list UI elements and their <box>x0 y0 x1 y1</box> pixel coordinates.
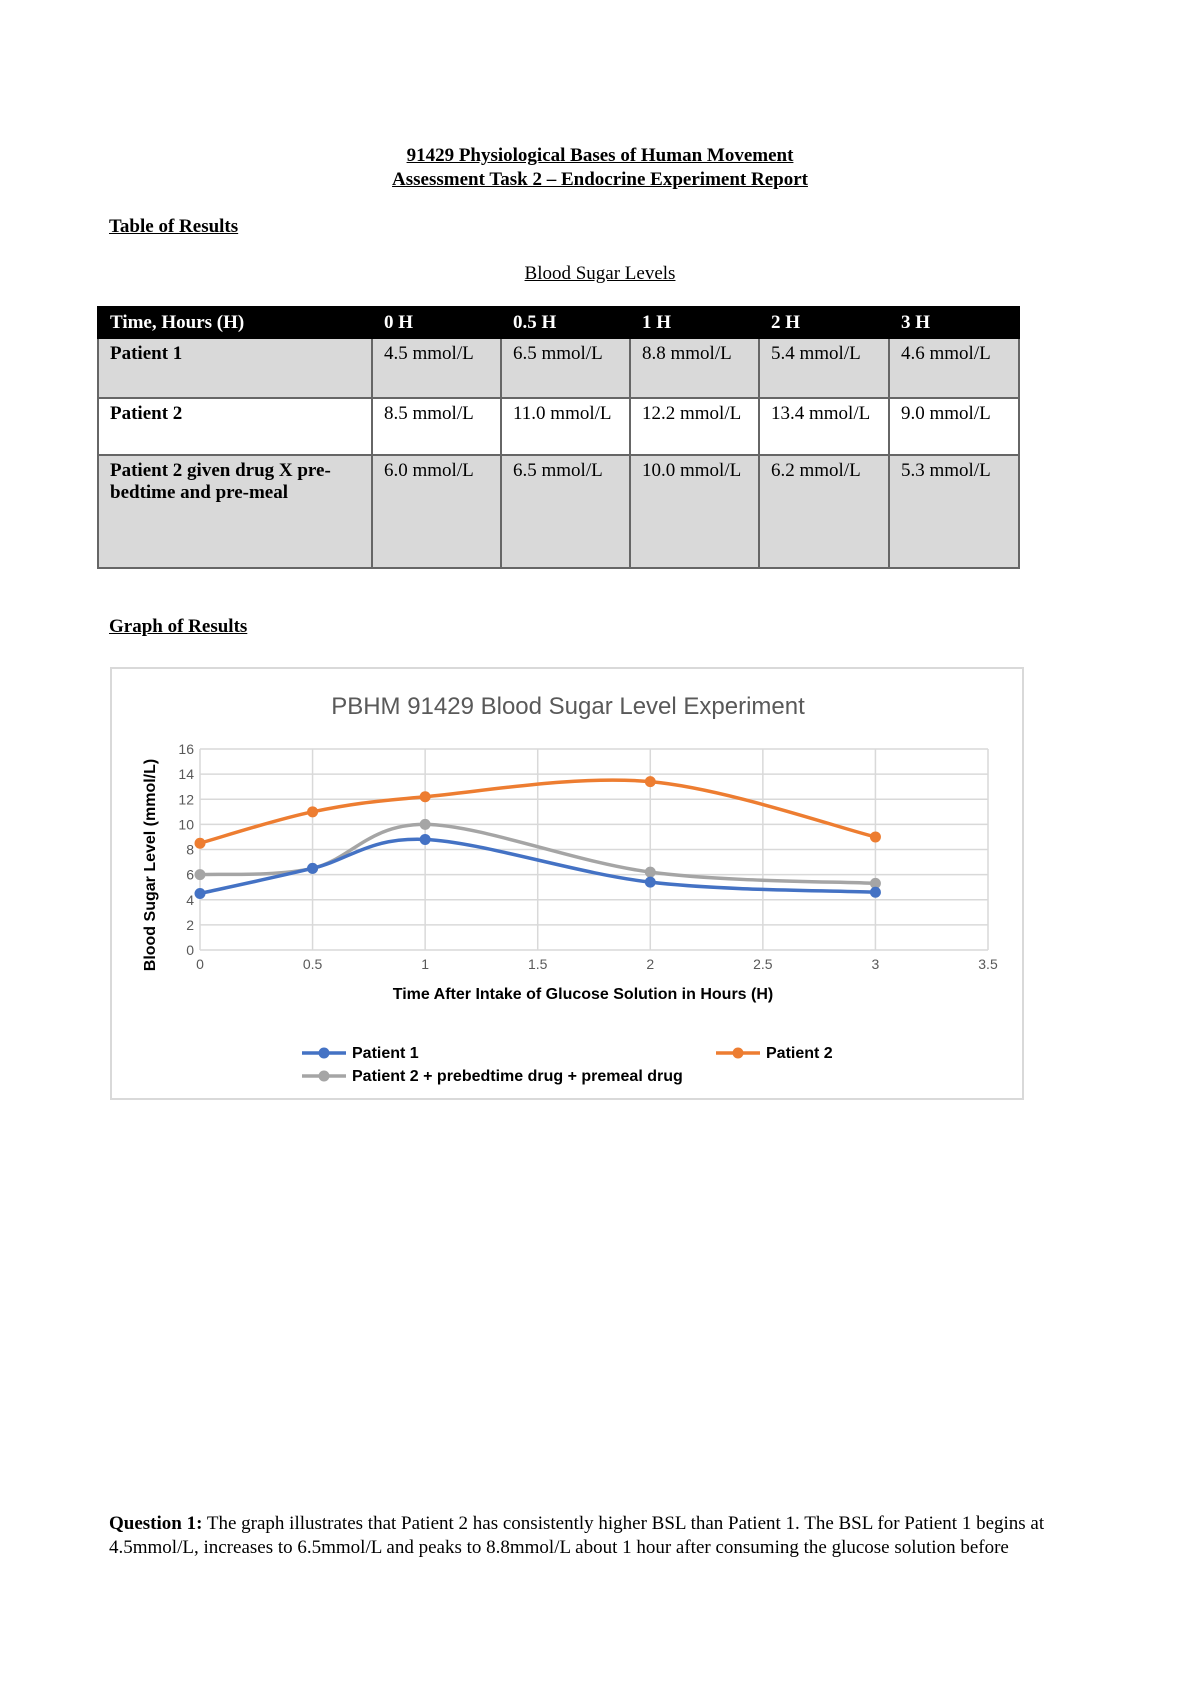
question-text: The graph illustrates that Patient 2 has consistently higher BSL than Patient 1. The BSL for Patient 1 begins at 4.5mmol/L, increases to 6.5mmol/L and peaks to 8.8mmol/L about 1 hour after consuming the glucose solution before <box>109 1513 1045 1558</box>
legend-entry <box>302 1045 419 1062</box>
header-cell: Time, Hours (H) <box>98 307 372 338</box>
y-tick-label: 16 <box>178 741 194 757</box>
y-tick-label: 10 <box>178 816 194 833</box>
data-point <box>420 834 431 845</box>
legend-swatch-marker <box>319 1071 330 1082</box>
table-cell: 11.0 mmol/L <box>501 398 630 455</box>
chart-legend <box>302 1045 833 1085</box>
legend-swatch-marker <box>733 1048 744 1059</box>
results-table <box>97 306 1020 569</box>
y-tick-label: 2 <box>186 916 194 933</box>
table-row <box>98 398 1019 455</box>
question-label: Question 1: <box>109 1513 203 1534</box>
line-chart <box>112 669 1022 1098</box>
data-point <box>195 869 206 880</box>
document-title <box>0 144 1200 192</box>
y-tick-label: 12 <box>178 791 194 808</box>
chart-title: PBHM 91429 Blood Sugar Level Experiment <box>331 693 805 720</box>
legend-entry <box>716 1045 833 1062</box>
x-tick-label: 1 <box>421 956 430 972</box>
data-point <box>195 888 206 899</box>
question-1 <box>109 1512 1094 1560</box>
data-point <box>307 863 318 874</box>
title-line-1: 91429 Physiological Bases of Human Movement <box>406 145 794 166</box>
y-tick-label: 0 <box>186 942 194 958</box>
x-tick-label: 0 <box>196 956 204 972</box>
table-cell: 6.5 mmol/L <box>501 338 630 398</box>
table-cell: 4.5 mmol/L <box>372 338 501 398</box>
table-cell: 9.0 mmol/L <box>889 398 1019 455</box>
data-point <box>645 877 656 888</box>
data-point <box>420 819 431 830</box>
row-label: Patient 2 given drug X pre-bedtime and pre-meal <box>98 455 372 568</box>
title-line-2: Assessment Task 2 – Endocrine Experiment Report <box>392 169 808 190</box>
legend-label: Patient 2 + prebedtime drug + premeal drug <box>352 1068 683 1085</box>
legend-label: Patient 2 <box>766 1045 833 1062</box>
table-caption: Blood Sugar Levels <box>524 263 676 284</box>
table-cell: 4.6 mmol/L <box>889 338 1019 398</box>
x-tick-label: 3 <box>871 956 880 972</box>
data-point <box>870 831 881 842</box>
table-cell: 6.0 mmol/L <box>372 455 501 568</box>
header-cell: 2 H <box>759 307 889 338</box>
data-point <box>870 887 881 898</box>
row-label: Patient 1 <box>98 338 372 398</box>
y-axis-label: Blood Sugar Level (mmol/L) <box>142 758 159 972</box>
table-row <box>98 338 1019 398</box>
table-cell: 12.2 mmol/L <box>630 398 759 455</box>
table-header-row <box>98 307 1019 338</box>
chart-area <box>110 667 1024 1100</box>
x-tick-label: 1.5 <box>527 956 548 972</box>
y-tick-label: 4 <box>186 891 194 908</box>
header-cell: 0 H <box>372 307 501 338</box>
x-tick-label: 2.5 <box>753 956 773 972</box>
data-point <box>645 776 656 787</box>
legend-entry <box>302 1068 683 1085</box>
table-cell: 6.2 mmol/L <box>759 455 889 568</box>
x-tick-label: 3.5 <box>978 956 998 972</box>
table-cell: 10.0 mmol/L <box>630 455 759 568</box>
data-point <box>420 791 431 802</box>
legend-label: Patient 1 <box>352 1045 419 1062</box>
y-tick-label: 6 <box>186 866 194 883</box>
x-tick-label: 0.5 <box>302 956 323 972</box>
graph-section-heading: Graph of Results <box>109 616 248 637</box>
data-point <box>195 838 206 849</box>
table-cell: 5.3 mmol/L <box>889 455 1019 568</box>
table-row <box>98 455 1019 568</box>
table-cell: 8.5 mmol/L <box>372 398 501 455</box>
table-cell: 5.4 mmol/L <box>759 338 889 398</box>
table-section-heading: Table of Results <box>109 216 239 237</box>
table-cell: 6.5 mmol/L <box>501 455 630 568</box>
table-cell: 8.8 mmol/L <box>630 338 759 398</box>
header-cell: 1 H <box>630 307 759 338</box>
x-tick-label: 2 <box>646 956 655 972</box>
row-label: Patient 2 <box>98 398 372 455</box>
data-point <box>307 806 318 817</box>
header-cell: 0.5 H <box>501 307 630 338</box>
legend-swatch-marker <box>319 1048 330 1059</box>
table-cell: 13.4 mmol/L <box>759 398 889 455</box>
y-tick-label: 8 <box>186 841 194 858</box>
y-tick-label: 14 <box>178 766 194 783</box>
data-point <box>645 867 656 878</box>
x-axis-label: Time After Intake of Glucose Solution in Hours (H) <box>392 986 774 1003</box>
header-cell: 3 H <box>889 307 1019 338</box>
